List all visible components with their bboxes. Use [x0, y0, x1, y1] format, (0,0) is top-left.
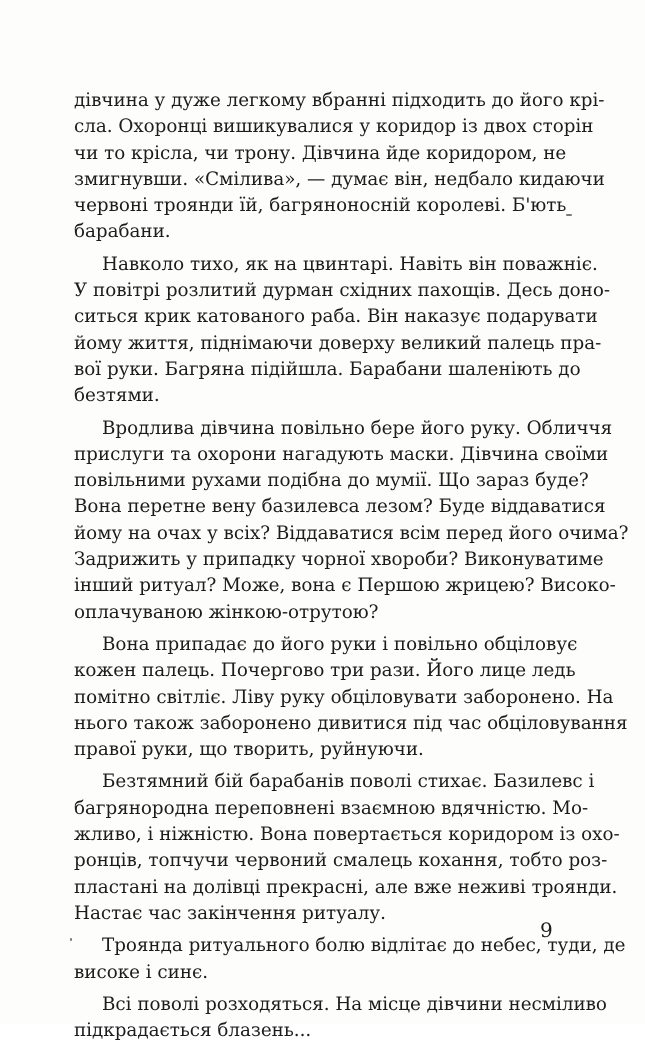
body-text — [74, 88, 629, 1050]
text-line: чи то крісла, чи трону. Дівчина йде коридором, не — [74, 142, 567, 164]
text-line: високе і синє. — [74, 961, 209, 983]
print-speck — [566, 214, 572, 216]
text-line: Вона перетне вену базилевса лезом? Буде віддаватися — [74, 496, 606, 518]
paragraph-7 — [74, 992, 607, 1045]
page-number: 9 — [540, 918, 553, 942]
text-line: йому життя, піднімаючи доверху великий палець пра- — [74, 332, 602, 354]
text-line: дівчина у дуже легкому вбранні підходить до його крі- — [74, 90, 605, 111]
text-line: пластані на долівці прекрасні, але вже неживі троянди. — [74, 876, 618, 898]
paragraph-2 — [74, 252, 611, 410]
text-line: йому на очах у всіх? Віддаватися всім перед його очима? — [74, 522, 629, 544]
text-line: сла. Охоронці вишикувалися у коридор із двох сторін — [74, 116, 594, 138]
text-line: нього також заборонено дивитися під час обціловування — [74, 712, 628, 734]
text-line: кожен палець. Почергово три рази. Його лице ледь — [74, 660, 576, 682]
paragraph-3 — [74, 416, 629, 626]
text-line: ронців, топчучи червоний смалець кохання, тобто роз- — [74, 850, 608, 872]
text-line: прислуги та охорони нагадують маски. Дівчина своїми — [74, 443, 609, 465]
text-line: Вона припадає до його руки і повільно обціловує — [102, 633, 578, 655]
text-line: жливо, і ніжністю. Вона повертається коридором із охо- — [74, 824, 620, 846]
text-line: ситься крик катованого раба. Він наказує подарувати — [74, 306, 598, 328]
paragraph-1 — [74, 88, 605, 246]
text-line: багрянородна переповнені взаємною вдячністю. Мо- — [74, 797, 589, 819]
text-line: Троянда ритуального болю відлітає до небес, туди, де — [102, 935, 626, 957]
text-line: правої руки, що творить, руйнуючи. — [74, 739, 424, 761]
text-line: Безтямний бій барабанів поволі стихає. Базилевс і — [102, 771, 595, 793]
text-line: Навколо тихо, як на цвинтарі. Навіть він поважніє. — [102, 253, 598, 275]
paragraph-6 — [74, 933, 626, 986]
text-line: підкрадається блазень... — [74, 1020, 312, 1042]
text-line: Настає час закінчення ритуалу. — [74, 902, 386, 924]
text-line: повільними рухами подібна до мумії. Що зараз буде? — [74, 470, 589, 492]
text-line: барабани. — [74, 221, 171, 243]
paragraph-4 — [74, 632, 628, 763]
text-line: У повітрі розлитий дурман східних пахощів. Десь доно- — [74, 280, 611, 302]
text-line: інший ритуал? Може, вона є Першою жрицею? Високо- — [74, 575, 616, 597]
text-line: Всі поволі розходяться. На місце дівчини несміливо — [102, 993, 607, 1015]
text-line: безтями. — [74, 385, 160, 407]
text-line: змигнувши. «Смілива», — думає він, недбало кидаючи — [74, 168, 605, 190]
text-line: помітно світліє. Ліву руку обціловувати заборонено. На — [74, 686, 614, 708]
print-speck — [70, 938, 72, 941]
text-line: оплачуваною жінкою-отрутою? — [74, 601, 379, 623]
paragraph-5 — [74, 769, 620, 927]
text-line: вої руки. Багряна підійшла. Барабани шаленіють до — [74, 358, 581, 380]
text-line: Задрижить у припадку чорної хвороби? Виконуватиме — [74, 549, 604, 571]
text-line: червоні троянди їй, багряноносній королеві. Б'ють — [74, 195, 567, 217]
text-line: Вродлива дівчина повільно бере його руку. Обличчя — [102, 417, 613, 439]
